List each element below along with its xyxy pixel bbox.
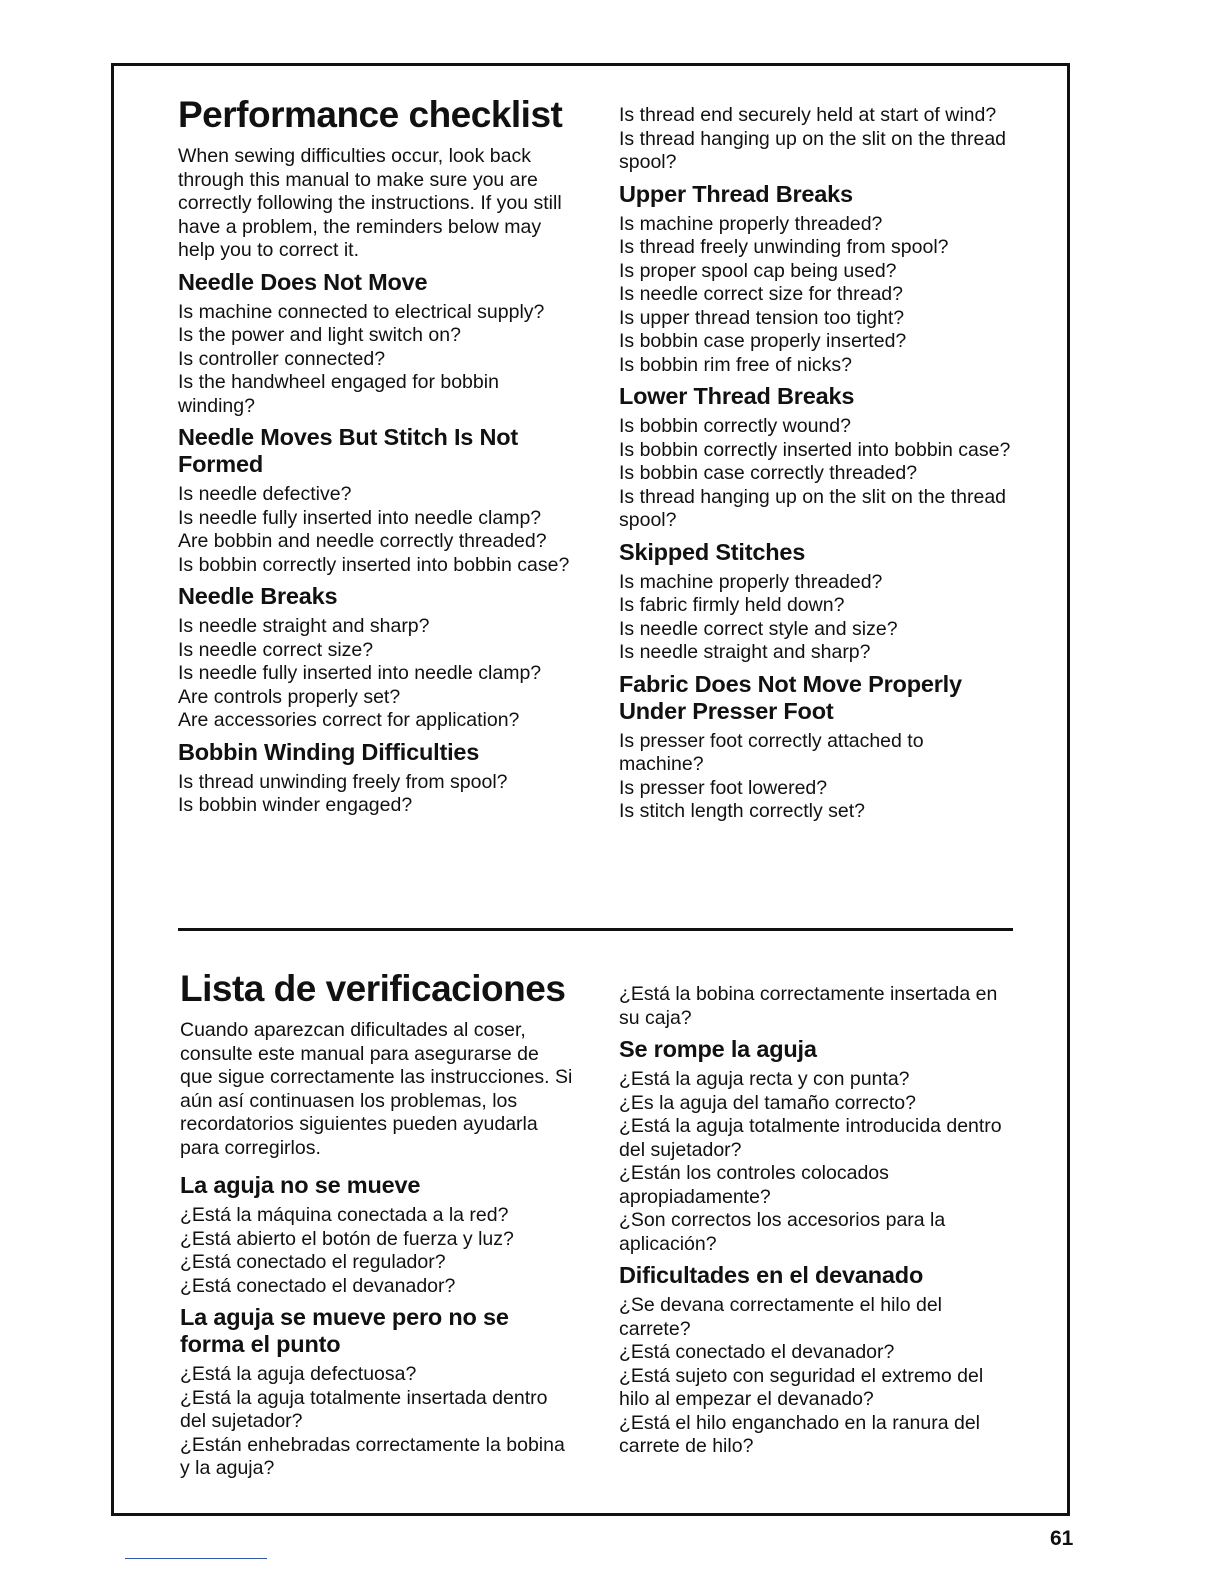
checklist-item: ¿Está la máquina conectada a la red? xyxy=(180,1204,509,1226)
checklist-item: Is thread end securely held at start of wind? xyxy=(619,104,997,126)
checklist-item: ¿Están enhebradas correctamente la bobina y la aguja? xyxy=(180,1433,565,1479)
checklist-item: Is needle correct style and size? xyxy=(619,617,898,640)
checklist xyxy=(178,771,573,818)
section-heading: La aguja se mueve pero no se forma el punto xyxy=(180,1304,509,1357)
checklist-item: ¿Está conectado el devanador? xyxy=(180,1274,456,1297)
checklist-item: Is needle straight and sharp? xyxy=(178,615,430,637)
checklist-item: Is bobbin winder engaged? xyxy=(178,794,413,816)
checklist-item: Is stitch length correctly set? xyxy=(619,800,866,822)
checklist xyxy=(619,213,1012,378)
spanish-intro: Cuando aparezcan dificultades al coser, consulte este manual para asegurarse de que sigue correctamente las instrucciones. Si aún así continuasen los problemas, los recordatorios siguientes pueden ayudarla para corregirlos. xyxy=(180,1019,573,1159)
checklist-item: ¿Está la aguja recta y con punta? xyxy=(619,1068,910,1090)
checklist-item: ¿Están los controles colocados apropiadamente? xyxy=(619,1162,889,1208)
checklist-item: Is needle defective? xyxy=(178,483,352,505)
checklist xyxy=(619,1294,1012,1459)
checklist-item: Are controls properly set? xyxy=(178,685,401,708)
section-heading: Lower Thread Breaks xyxy=(619,383,855,409)
spanish-right-column xyxy=(619,983,1012,1459)
checklist-item: Are bobbin and needle correctly threaded? xyxy=(178,530,547,552)
checklist-item: Is needle fully inserted into needle clamp? xyxy=(178,506,542,529)
checklist-item: Is bobbin correctly inserted into bobbin case? xyxy=(619,438,1011,461)
checklist-item: ¿Está abierto el botón de fuerza y luz? xyxy=(180,1227,514,1250)
section-heading: La aguja no se mueve xyxy=(180,1172,421,1198)
spanish-continued-list xyxy=(619,983,1012,1030)
english-right-column xyxy=(619,104,1012,824)
checklist-item: Is machine properly threaded? xyxy=(619,570,883,593)
english-continued-list xyxy=(619,104,1012,175)
english-intro: When sewing difficulties occur, look back through this manual to make sure you are correctly following the instructions. If you still have a problem, the reminders below may help you to correct it. xyxy=(178,145,562,261)
english-title: Performance checklist xyxy=(178,94,563,135)
checklist-item: Is bobbin case correctly threaded? xyxy=(619,462,918,484)
checklist xyxy=(178,301,573,419)
checklist-item: Is thread unwinding freely from spool? xyxy=(178,770,508,793)
checklist xyxy=(178,483,573,577)
checklist xyxy=(180,1204,574,1298)
checklist-item: Is needle correct size for thread? xyxy=(619,283,903,305)
checklist-item: Is proper spool cap being used? xyxy=(619,259,897,282)
checklist-item: Is thread hanging up on the slit on the thread spool? xyxy=(619,485,1007,531)
page-number: 61 xyxy=(1050,1527,1074,1550)
checklist-item: Is bobbin case properly inserted? xyxy=(619,330,907,352)
checklist-item: Are accessories correct for application? xyxy=(178,709,520,731)
checklist-item: Is upper thread tension too tight? xyxy=(619,306,905,329)
checklist xyxy=(619,415,1012,533)
english-left-column xyxy=(178,93,573,818)
checklist-item: ¿Se devana correctamente el hilo del carrete? xyxy=(619,1294,943,1340)
checklist-item: ¿Está la aguja totalmente insertada dentro del sujetador? xyxy=(180,1386,548,1432)
section-heading: Needle Breaks xyxy=(178,583,338,609)
checklist-item: ¿Está sujeto con seguridad el extremo del hilo al empezar el devanado? xyxy=(619,1364,984,1410)
section-heading: Upper Thread Breaks xyxy=(619,180,853,207)
spanish-left-column xyxy=(180,967,574,1481)
checklist-item: ¿Está conectado el regulador? xyxy=(180,1251,446,1273)
checklist xyxy=(619,571,1012,665)
checklist-item: Is bobbin correctly wound? xyxy=(619,415,851,437)
checklist-item: ¿Está la aguja totalmente introducida dentro del sujetador? xyxy=(619,1115,1002,1161)
checklist-item: Is the handwheel engaged for bobbin winding? xyxy=(178,371,499,417)
checklist-item: ¿Está la aguja defectuosa? xyxy=(180,1363,417,1385)
checklist-item: Is bobbin rim free of nicks? xyxy=(619,353,853,376)
checklist-item: ¿Es la aguja del tamaño correcto? xyxy=(619,1091,916,1114)
section-heading: Fabric Does Not Move Properly Under Presser Foot xyxy=(619,670,962,724)
checklist-item: Is machine properly threaded? xyxy=(619,212,883,235)
checklist xyxy=(180,1363,574,1481)
checklist-item: Is thread freely unwinding from spool? xyxy=(619,236,949,258)
checklist-item: ¿Está conectado el devanador? xyxy=(619,1341,895,1363)
checklist-item: ¿Son correctos los accesorios para la aplicación? xyxy=(619,1209,946,1255)
checklist-item: ¿Está la bobina correctamente insertada en su caja? xyxy=(619,983,998,1029)
checklist-item: Is needle correct size? xyxy=(178,638,374,661)
checklist-item: Is presser foot lowered? xyxy=(619,776,828,799)
checklist-item: ¿Está el hilo enganchado en la ranura del carrete de hilo? xyxy=(619,1411,980,1457)
section-heading: Needle Moves But Stitch Is Not Formed xyxy=(178,424,519,477)
checklist xyxy=(619,1068,1012,1256)
checklist-item: Is bobbin correctly inserted into bobbin case? xyxy=(178,553,570,576)
checklist-item: Is controller connected? xyxy=(178,347,386,370)
section-divider xyxy=(178,928,1013,931)
checklist-item: Is machine connected to electrical supply? xyxy=(178,300,545,323)
section-heading: Bobbin Winding Difficulties xyxy=(178,738,480,765)
checklist-item: Is presser foot correctly attached to machine? xyxy=(619,729,924,775)
checklist-item: Is fabric firmly held down? xyxy=(619,594,845,616)
section-heading: Se rompe la aguja xyxy=(619,1036,817,1062)
section-heading: Dificultades en el devanado xyxy=(619,1262,924,1288)
spanish-title: Lista de verificaciones xyxy=(180,968,566,1009)
checklist xyxy=(178,615,573,733)
checklist-item: Is needle straight and sharp? xyxy=(619,641,871,663)
section-heading: Needle Does Not Move xyxy=(178,268,428,295)
checklist-item: Is the power and light switch on? xyxy=(178,324,461,346)
checklist xyxy=(619,730,1012,824)
margin-mark xyxy=(125,1558,267,1559)
checklist-item: Is needle fully inserted into needle clamp? xyxy=(178,662,542,684)
section-heading: Skipped Stitches xyxy=(619,538,806,565)
checklist-item: Is thread hanging up on the slit on the thread spool? xyxy=(619,127,1007,173)
